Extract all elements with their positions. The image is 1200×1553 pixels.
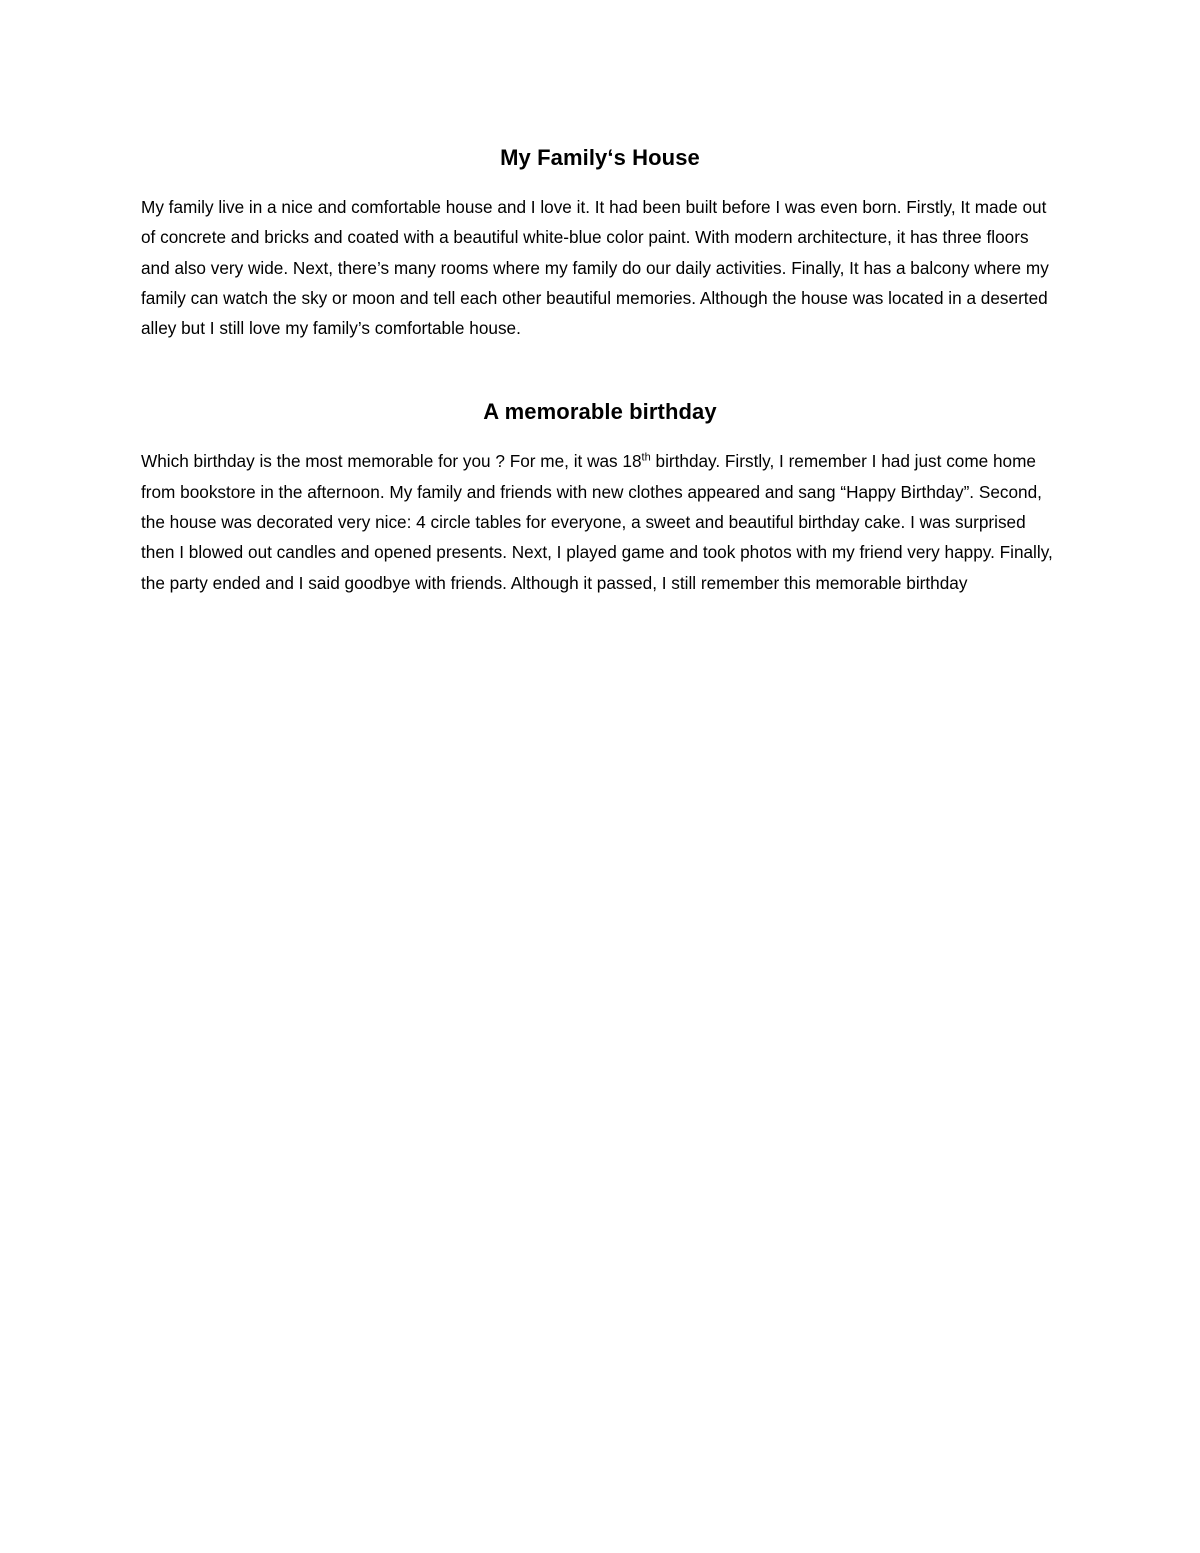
paragraph-text-end: birthday. Firstly, I remember I had just come home from bookstore in the afternoon. My family and friends with new clothes appeared and sang “Happy Birthday”. Second, the house was decorated very nice: 4 circle tables for everyone, a sweet and beautiful birthday cake. I was surprised then I blowed out candles and opened presents. Next, I played game and took photos with my friend very happy. Finally, the party ended and I said goodbye with friends. Although it passed, I still remember this memorable birthday bbox=[141, 451, 1053, 593]
paragraph-family-house: My family live in a nice and comfortable house and I love it. It had been built before I was even born. Firstly, It made out of concrete and bricks and coated with a beautiful white-blue color paint. With modern architecture, it has three floors and also very wide. Next, there’s many rooms where my family do our daily activities. Finally, It has a balcony where my family can watch the sky or moon and tell each other beautiful memories. Although the house was located in a deserted alley but I still love my family’s comfortable house. bbox=[141, 197, 1049, 339]
paragraph-memorable-birthday bbox=[141, 446, 1059, 597]
ordinal-superscript: th bbox=[641, 451, 651, 464]
section-title-memorable-birthday: A memorable birthday bbox=[483, 399, 717, 425]
document-content bbox=[141, 140, 1059, 598]
section-title-family-house: My Family‘s House bbox=[500, 145, 700, 170]
paragraph-text-start: Which birthday is the most memorable for you ? For me, it was 18 bbox=[141, 451, 642, 472]
